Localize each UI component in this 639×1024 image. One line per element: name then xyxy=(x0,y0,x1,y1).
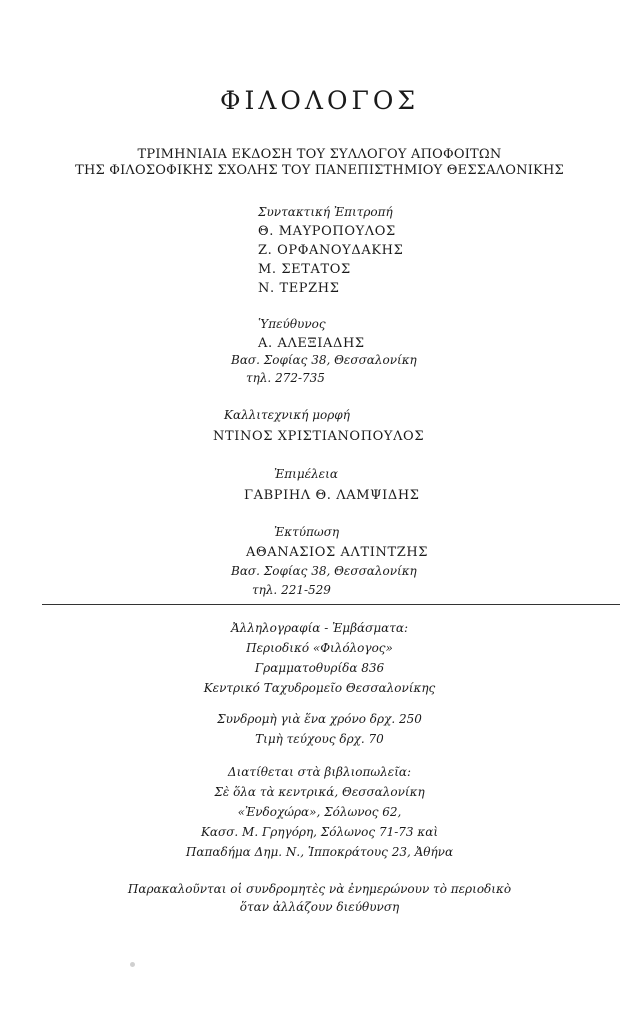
responsible-label: Ὑπεύθυνος xyxy=(258,317,326,331)
responsible-name: Α. ΑΛΕΞΙΑΔΗΣ xyxy=(258,336,365,351)
notice-line: Παρακαλοῦνται οἱ συνδρομητὲς νὰ ἐνημερώνουν τὸ περιοδικὸ xyxy=(127,882,512,896)
distribution-line: Διατίθεται στὰ βιβλιοπωλεῖα: xyxy=(227,765,412,779)
printing-label: Ἐκτύπωση xyxy=(274,525,340,539)
editing-label: Ἐπιμέλεια xyxy=(274,467,338,481)
committee-member: Ζ. ΟΡΦΑΝΟΥΔΑΚΗΣ xyxy=(258,243,404,258)
responsible-phone: τηλ. 272-735 xyxy=(246,371,325,385)
correspondence-block xyxy=(0,618,639,698)
correspondence-line: Περιοδικό «Φιλόλογος» xyxy=(246,641,393,655)
responsible-address: Βασ. Σοφίας 38, Θεσσαλονίκη xyxy=(231,353,417,367)
artistic-design-name: ΝΤΙΝΟΣ ΧΡΙΣΤΙΑΝΟΠΟΥΛΟΣ xyxy=(213,429,425,444)
journal-title: ΦΙΛΟΛΟΓΟΣ xyxy=(220,86,419,115)
paper-speck xyxy=(130,962,135,967)
distribution-line: «Ἐνδοχώρα», Σόλωνος 62, xyxy=(237,805,402,819)
editorial-committee xyxy=(258,203,403,298)
distribution-block xyxy=(0,762,639,862)
printing-phone: τηλ. 221-529 xyxy=(252,583,331,597)
distribution-line: Κασσ. Μ. Γρηγόρη, Σόλωνος 71-73 καὶ xyxy=(200,825,439,839)
correspondence-line: Ἀλληλογραφία - Ἐμβάσματα: xyxy=(230,621,409,635)
journal-subtitle-line1: ΤΡΙΜΗΝΙΑΙΑ ΕΚΔΟΣΗ ΤΟΥ ΣΥΛΛΟΓΟΥ ΑΠΟΦΟΙΤΩΝ xyxy=(137,147,502,162)
distribution-line: Παπαδήμα Δημ. Ν., Ἱπποκράτους 23, Ἀθήνα xyxy=(185,845,454,859)
horizontal-divider xyxy=(42,604,620,605)
editorial-committee-label: Συντακτική Ἐπιτροπή xyxy=(258,205,393,219)
committee-member: Μ. ΣΕΤΑΤΟΣ xyxy=(258,262,351,277)
subscription-line: Τιμὴ τεύχους δρχ. 70 xyxy=(255,732,384,746)
journal-subtitle-line2: ΤΗΣ ΦΙΛΟΣΟΦΙΚΗΣ ΣΧΟΛΗΣ ΤΟΥ ΠΑΝΕΠΙΣΤΗΜΙΟΥ ΘΕΣΣΑΛΟΝΙΚΗΣ xyxy=(75,163,564,178)
printing-name: ΑΘΑΝΑΣΙΟΣ ΑΛΤΙΝΤΖΗΣ xyxy=(246,545,429,560)
responsible-section xyxy=(258,315,365,353)
correspondence-line: Κεντρικό Ταχυδρομεῖο Θεσσαλονίκης xyxy=(203,681,436,695)
printing-address: Βασ. Σοφίας 38, Θεσσαλονίκη xyxy=(231,564,417,578)
correspondence-line: Γραμματοθυρίδα 836 xyxy=(254,661,385,675)
editing-name: ΓΑΒΡΙΗΛ Θ. ΛΑΜΨΙΔΗΣ xyxy=(244,488,420,503)
committee-member: Ν. ΤΕΡΖΗΣ xyxy=(258,281,340,296)
distribution-line: Σὲ ὅλα τὰ κεντρικά, Θεσσαλονίκη xyxy=(214,785,425,799)
notice-line: ὅταν ἀλλάζουν διεύθυνση xyxy=(239,900,400,914)
notice-block xyxy=(0,880,639,916)
artistic-design-label: Καλλιτεχνική μορφή xyxy=(224,408,350,422)
subscription-line: Συνδρομὴ γιὰ ἕνα χρόνο δρχ. 250 xyxy=(217,712,422,726)
committee-member: Θ. ΜΑΥΡΟΠΟΥΛΟΣ xyxy=(258,224,396,239)
subscription-block xyxy=(0,709,639,749)
